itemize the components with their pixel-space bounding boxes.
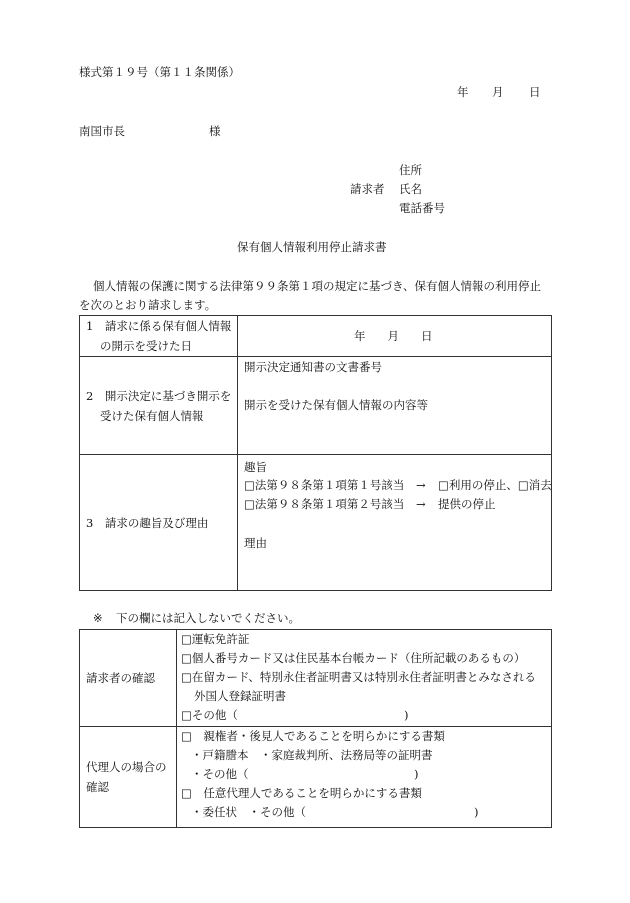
document-title: 保有個人情報利用停止請求書 [237,240,387,254]
other-close-paren: ) [474,805,479,819]
date-month-label: 月 [492,85,504,99]
arrow-icon: → [416,478,426,493]
disclosure-date-field[interactable] [238,316,552,357]
guardian-document-checkbox[interactable]: □ 親権者・後見人であることを明らかにする書類 [181,729,445,743]
table-row [80,316,552,357]
disclosed-content-label: 開示を受けた保有個人情報の内容等 [244,398,428,413]
date-day-label: 日 [529,85,541,99]
reason-label: 理由 [244,536,267,551]
table-row [80,357,552,455]
drivers-license-checkbox[interactable]: □運転免許証 [181,632,250,646]
agent-check-field [177,727,552,828]
article-98-1-1-checkbox[interactable]: □法第９８条第１項第１号該当 [244,478,405,493]
table-row [80,727,552,828]
article-98-1-2-checkbox[interactable]: □法第９８条第１項第２号該当 [244,497,405,512]
requester-address-label: 住所 [399,163,422,177]
other-document-checkbox[interactable]: □その他（ [181,708,238,722]
form-number: 様式第１９号（第１１条関係） [79,65,240,79]
date-month-label: 月 [387,329,399,344]
stop-provision-label: 提供の停止 [438,497,496,512]
purpose-reason-label: 3 請求の趣旨及び理由 [80,455,238,591]
requester-check-label: 請求者の確認 [80,630,177,727]
document-number-label: 開示決定通知書の文書番号 [244,360,382,375]
requester-name-label: 氏名 [399,182,422,196]
requester-check-field [177,630,552,727]
my-number-card-checkbox[interactable]: □個人番号カード又は住民基本台帳カード（住所記載のあるもの） [181,651,526,665]
notice-text: 下の欄には記入しないでください。 [116,611,300,625]
table-row [80,455,552,591]
disclosed-info-label: 2 開示決定に基づき開示を 受けた保有個人情報 [80,357,238,455]
other-close-paren: ) [404,708,409,722]
disclosure-date-label: 1 請求に係る保有個人情報 の開示を受けた日 [80,316,238,357]
request-table [79,315,552,591]
voluntary-agent-checkbox[interactable]: □ 任意代理人であることを明らかにする書類 [181,786,422,800]
office-use-table [79,629,552,828]
purpose-reason-field[interactable] [238,455,552,591]
arrow-icon: → [416,497,426,512]
date-year-label: 年 [457,85,469,99]
notice-mark: ※ [93,611,103,625]
power-of-attorney-item: ・委任状 ・その他（ [191,805,306,819]
stop-use-erase-checkboxes[interactable]: □利用の停止、□消去 [438,478,552,493]
other-close-paren: ) [414,767,419,781]
requester-phone-label: 電話番号 [399,201,445,215]
agent-check-label: 代理人の場合の 確認 [80,727,177,828]
intro-text-line1: 個人情報の保護に関する法律第９９条第１項の規定に基づき、保有個人情報の利用停止 [93,279,542,293]
alien-registration-label: 外国人登録証明書 [194,689,286,703]
addressee-honorific: 様 [209,124,221,138]
requester-label: 請求者 [350,182,385,196]
intro-text-line2: を次のとおり請求します。 [79,298,217,312]
addressee-name: 南国市長 [79,124,125,138]
family-register-item: ・戸籍謄本 ・家庭裁判所、法務局等の証明書 [191,748,433,762]
table-row [80,630,552,727]
purpose-label: 趣旨 [244,460,267,475]
disclosed-info-field[interactable] [238,357,552,455]
residence-card-checkbox[interactable]: □在留カード、特別永住者証明書又は特別永住者証明書とみなされる [181,670,536,684]
date-day-label: 日 [421,329,433,344]
date-year-label: 年 [354,329,366,344]
guardian-other-item: ・その他（ [191,767,249,781]
